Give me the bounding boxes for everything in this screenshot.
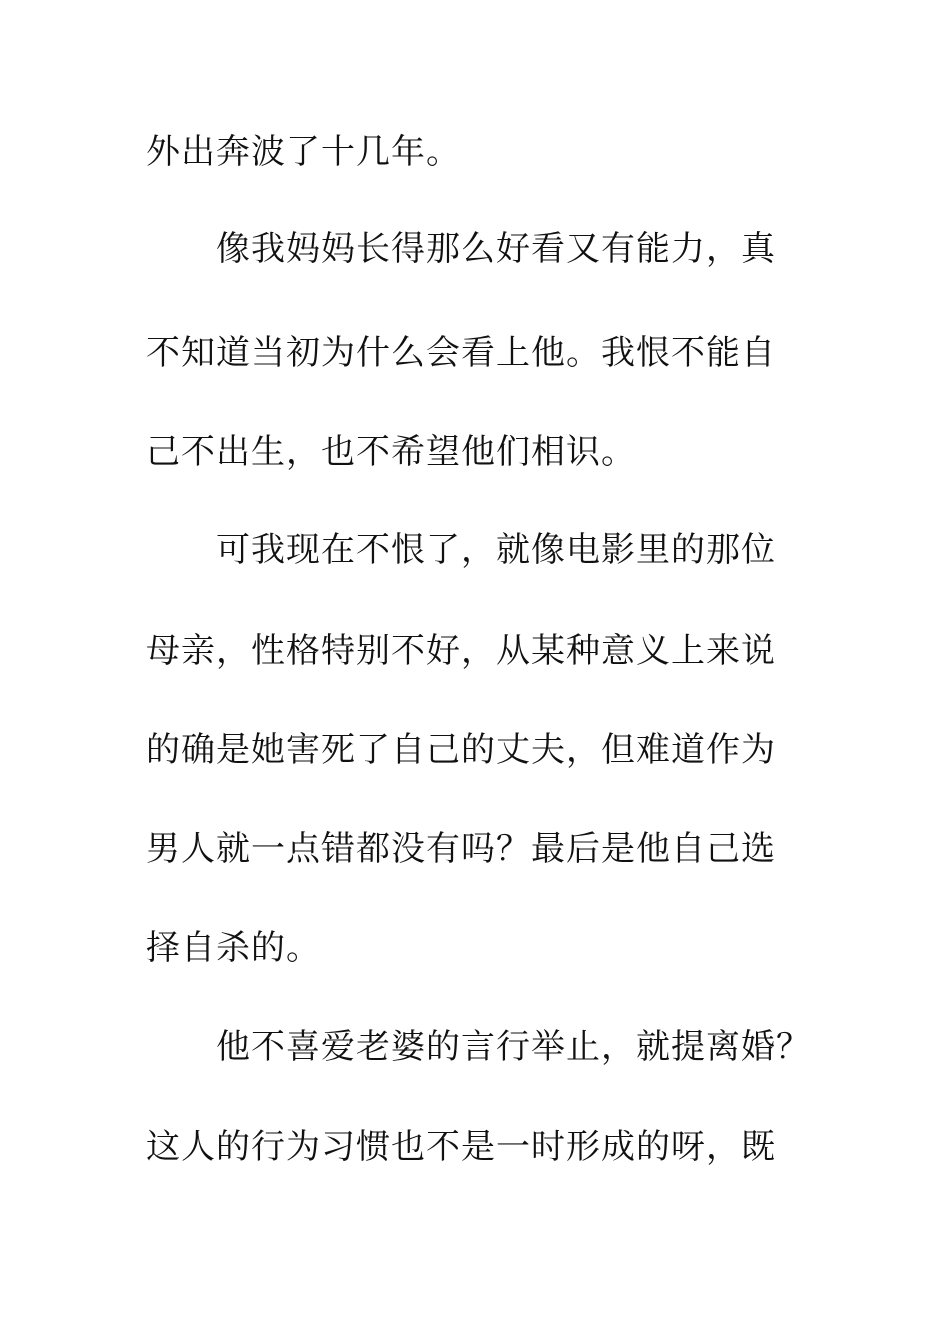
text-line: 男人就一点错都没有吗？最后是他自己选 [146,829,776,869]
text-line: 己不出生，也不希望他们相识。 [146,432,636,472]
text-line: 择自杀的。 [146,928,321,968]
text-line: 可我现在不恨了，就像电影里的那位 [216,530,776,570]
text-line: 他不喜爱老婆的言行举止，就提离婚？ [216,1027,811,1067]
text-line: 的确是她害死了自己的丈夫，但难道作为 [146,730,776,770]
text-line: 不知道当初为什么会看上他。我恨不能自 [146,333,776,373]
text-line: 这人的行为习惯也不是一时形成的呀，既 [146,1127,776,1167]
text-line: 像我妈妈长得那么好看又有能力，真 [216,229,776,269]
text-line: 外出奔波了十几年。 [146,132,461,172]
text-line: 母亲，性格特别不好，从某种意义上来说 [146,631,776,671]
